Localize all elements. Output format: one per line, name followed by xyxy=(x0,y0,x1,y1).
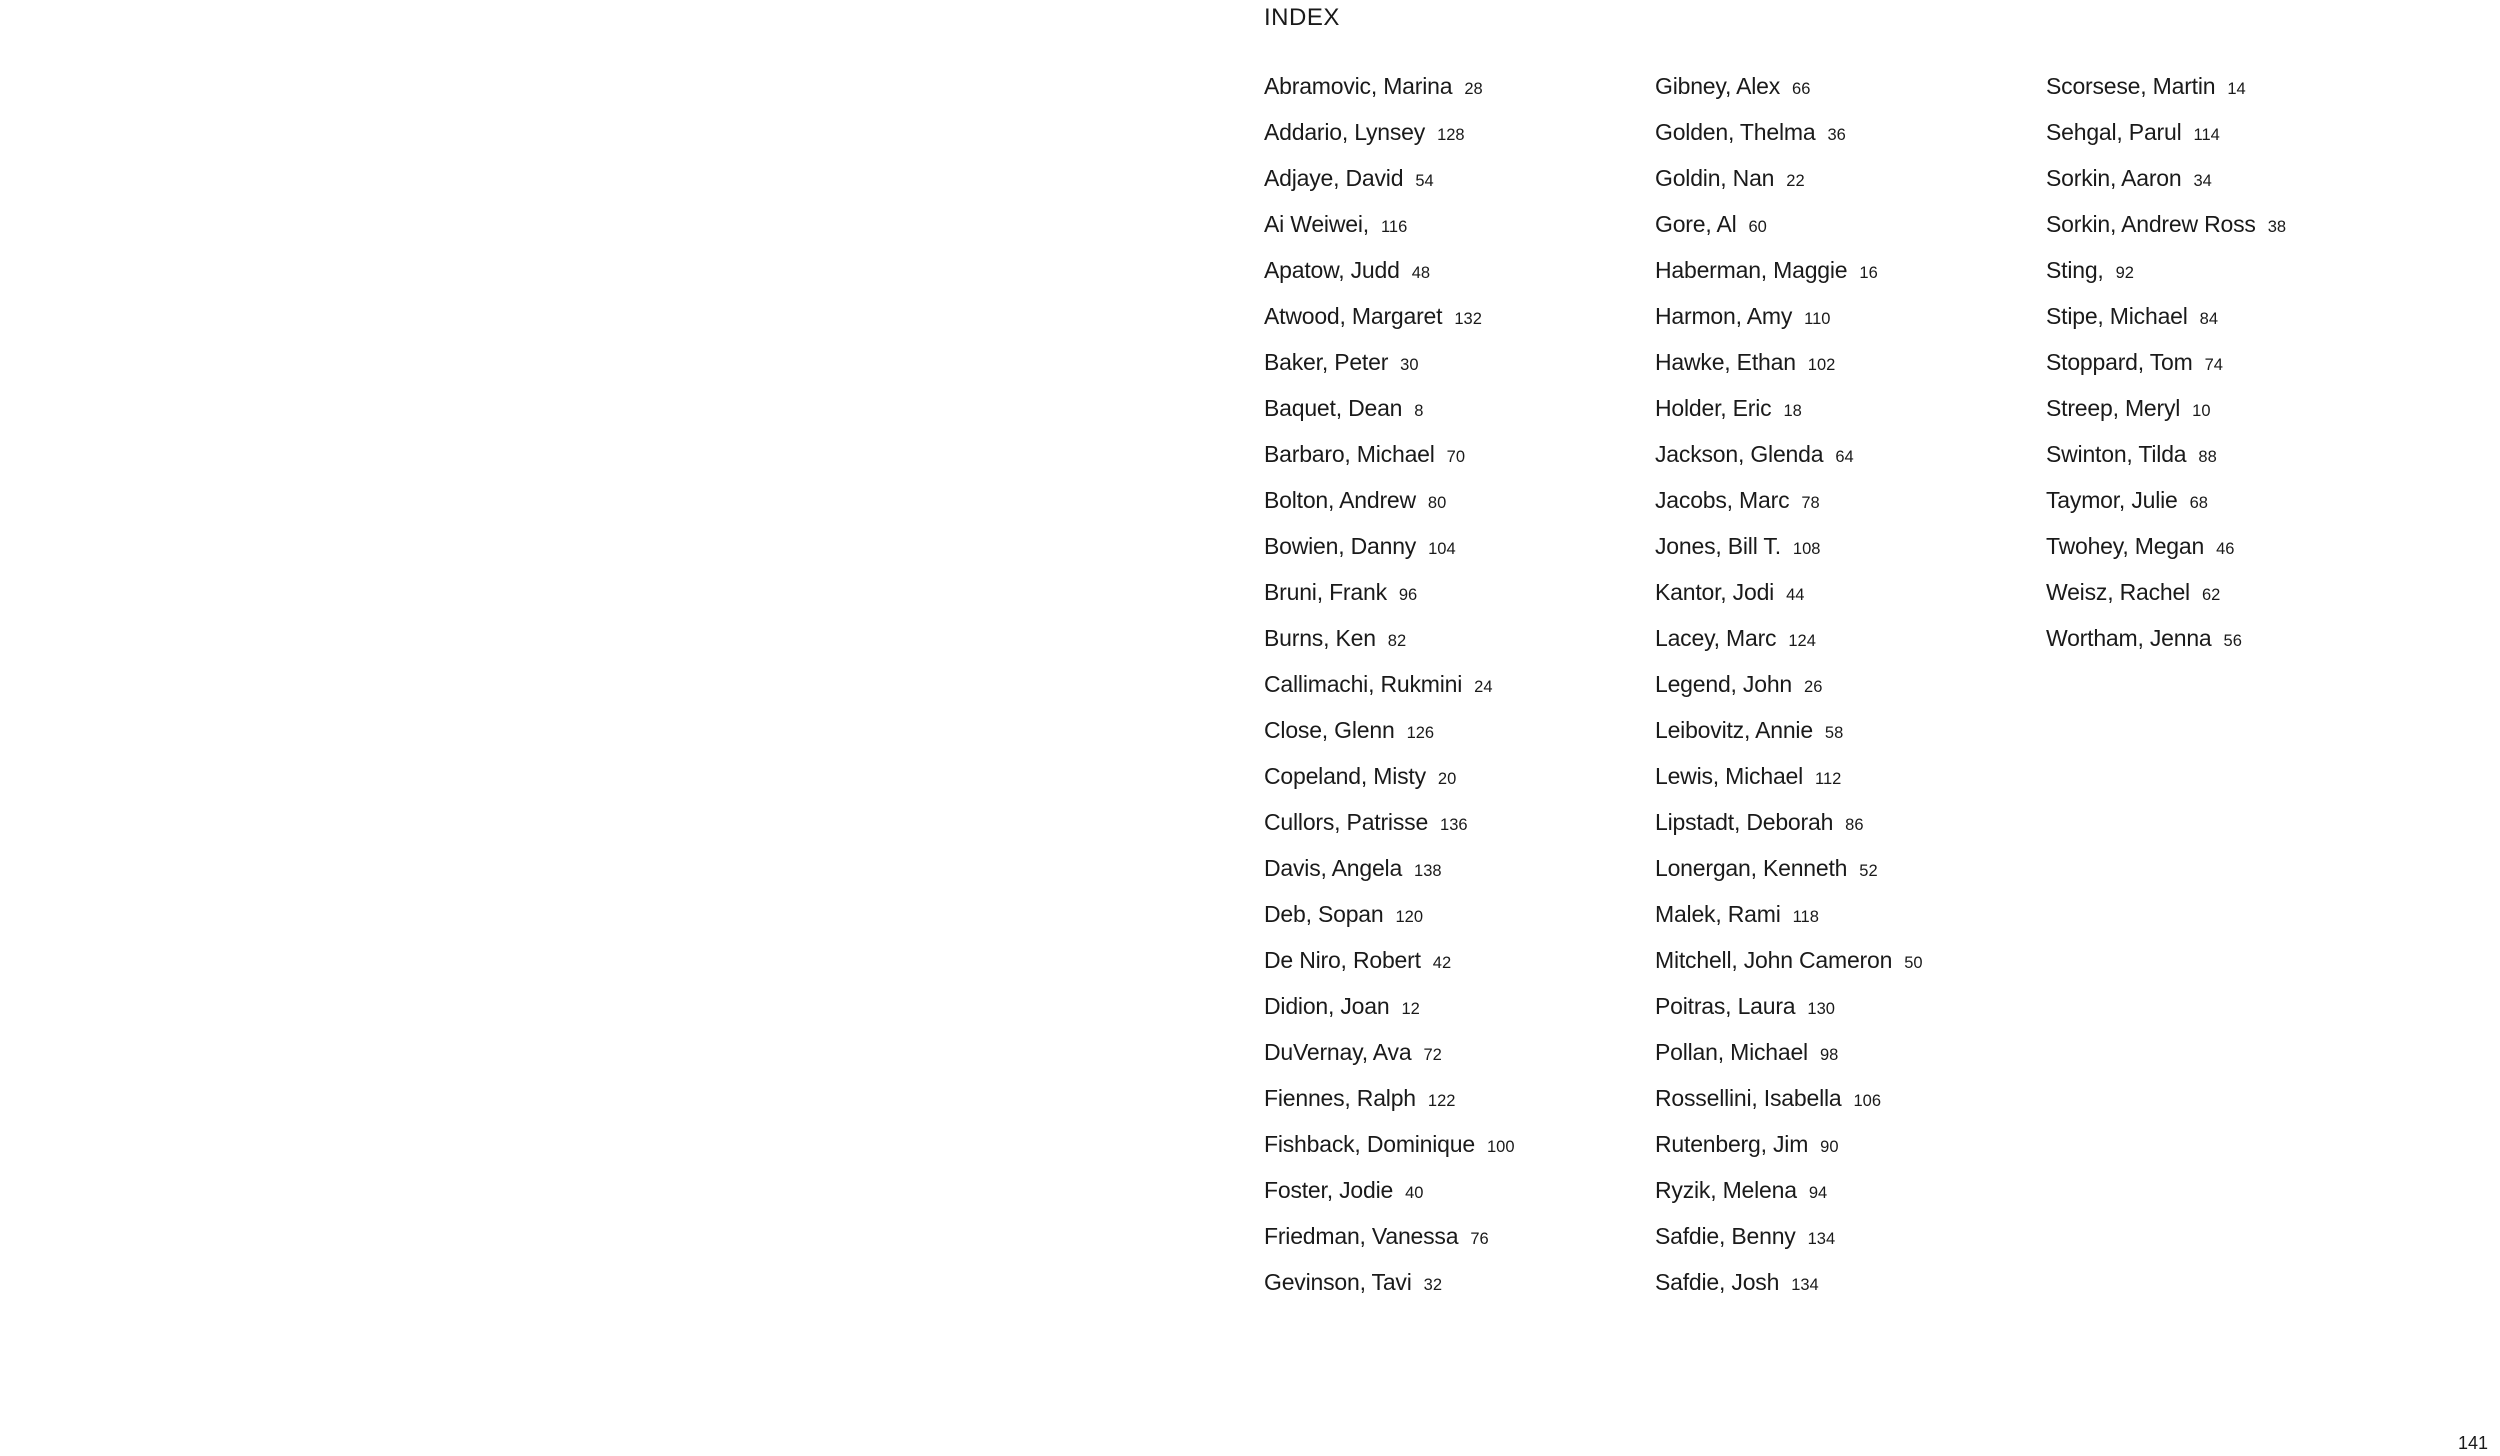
index-entry xyxy=(1264,806,1515,852)
index-entry-name: Goldin, Nan xyxy=(1655,165,1775,191)
index-entry xyxy=(2046,576,2286,622)
index-entry xyxy=(2046,116,2286,162)
index-entry-name: Weisz, Rachel xyxy=(2046,579,2190,605)
index-entry-name: Jacobs, Marc xyxy=(1655,487,1790,513)
index-entry xyxy=(1264,1174,1515,1220)
index-entry-name: Baquet, Dean xyxy=(1264,395,1403,421)
index-entry-name: Lonergan, Kenneth xyxy=(1655,855,1848,881)
index-entry xyxy=(1655,806,1923,852)
index-entry-page: 74 xyxy=(2204,356,2223,374)
index-entry-name: Burns, Ken xyxy=(1264,625,1376,651)
index-entry-name: Stoppard, Tom xyxy=(2046,349,2193,375)
index-entry-name: Jones, Bill T. xyxy=(1655,533,1781,559)
index-entry-name: Rossellini, Isabella xyxy=(1655,1085,1842,1111)
index-entry-page: 46 xyxy=(2216,540,2235,558)
index-entry-page: 120 xyxy=(1395,908,1424,926)
index-entry-name: Safdie, Josh xyxy=(1655,1269,1780,1295)
index-entry-page: 34 xyxy=(2193,172,2212,190)
index-entry-name: Cullors, Patrisse xyxy=(1264,809,1429,835)
index-entry-page: 18 xyxy=(1783,402,1802,420)
index-entry-page: 38 xyxy=(2267,218,2287,236)
index-entry-name: Fiennes, Ralph xyxy=(1264,1085,1416,1111)
index-entry xyxy=(1264,1036,1515,1082)
page-number: 141 xyxy=(2457,1433,2488,1453)
index-entry-page: 66 xyxy=(1792,80,1811,98)
index-entry-page: 114 xyxy=(2193,126,2220,144)
index-entry xyxy=(2046,300,2286,346)
index-entry-page: 42 xyxy=(1432,954,1452,972)
index-entry-page: 26 xyxy=(1804,678,1823,696)
index-entry xyxy=(1264,668,1515,714)
index-entry-name: Bruni, Frank xyxy=(1264,579,1387,605)
index-entry xyxy=(2046,254,2286,300)
index-entry xyxy=(1264,70,1515,116)
index-entry-name: Lacey, Marc xyxy=(1655,625,1777,651)
index-entry-name: Pollan, Michael xyxy=(1655,1039,1808,1065)
index-entry xyxy=(1655,1266,1923,1312)
index-entry-page: 84 xyxy=(2199,310,2219,328)
index-entry-name: Legend, John xyxy=(1655,671,1793,697)
index-entry-page: 68 xyxy=(2189,494,2208,512)
index-entry-page: 128 xyxy=(1437,126,1465,144)
index-entry-page: 50 xyxy=(1904,954,1923,972)
index-entry-page: 118 xyxy=(1792,908,1819,926)
index-entry-name: Addario, Lynsey xyxy=(1264,119,1426,145)
index-entry-name: Ryzik, Melena xyxy=(1655,1177,1797,1203)
index-entry-name: Kantor, Jodi xyxy=(1655,579,1775,605)
index-entry xyxy=(2046,208,2286,254)
index-entry-name: Didion, Joan xyxy=(1264,993,1390,1019)
index-entry-name: Apatow, Judd xyxy=(1264,257,1400,283)
index-entry-name: Atwood, Margaret xyxy=(1264,303,1443,329)
index-entry-page: 136 xyxy=(1440,816,1468,834)
index-entry-page: 112 xyxy=(1815,770,1842,788)
index-entry-name: Mitchell, John Cameron xyxy=(1655,947,1893,973)
index-entry-name: Leibovitz, Annie xyxy=(1655,717,1813,743)
index-entry-name: Ai Weiwei, xyxy=(1264,211,1369,237)
index-entry xyxy=(1655,208,1923,254)
index-entry xyxy=(1655,346,1923,392)
index-entry-name: Fishback, Dominique xyxy=(1264,1131,1475,1157)
index-entry xyxy=(1264,300,1515,346)
index-entry-page: 102 xyxy=(1807,356,1836,374)
index-entry xyxy=(1264,1220,1515,1266)
index-entry xyxy=(1264,898,1515,944)
index-entry-page: 92 xyxy=(2115,264,2134,282)
index-entry-page: 130 xyxy=(1807,1000,1835,1018)
index-entry xyxy=(1655,714,1923,760)
index-entry-name: Golden, Thelma xyxy=(1655,119,1816,145)
index-entry-page: 134 xyxy=(1791,1276,1819,1294)
index-entry xyxy=(2046,622,2286,668)
index-entry-page: 52 xyxy=(1859,862,1878,880)
index-entry xyxy=(1655,1036,1923,1082)
index-entry xyxy=(1655,760,1923,806)
index-entry-name: Callimachi, Rukmini xyxy=(1264,671,1463,697)
index-entry-page: 40 xyxy=(1405,1184,1424,1202)
index-entry-page: 20 xyxy=(1437,770,1457,788)
index-entry-name: Swinton, Tilda xyxy=(2046,441,2187,467)
index-entry-page: 54 xyxy=(1415,172,1434,190)
index-entry-page: 80 xyxy=(1427,494,1447,512)
index-entry xyxy=(1264,622,1515,668)
index-entry-page: 122 xyxy=(1427,1092,1456,1110)
index-entry-name: Gibney, Alex xyxy=(1655,73,1781,99)
index-entry-page: 108 xyxy=(1792,540,1821,558)
index-entry xyxy=(1655,116,1923,162)
index-entry-name: Holder, Eric xyxy=(1655,395,1772,421)
index-entry-name: Foster, Jodie xyxy=(1264,1177,1394,1203)
index-entry-page: 24 xyxy=(1474,678,1493,696)
index-entry-name: Lipstadt, Deborah xyxy=(1655,809,1834,835)
index-column-3 xyxy=(2046,70,2286,668)
index-entry xyxy=(1655,254,1923,300)
index-entry xyxy=(1264,116,1515,162)
index-entry-page: 100 xyxy=(1486,1138,1515,1156)
index-entry-page: 56 xyxy=(2223,632,2242,650)
index-entry-name: Gore, Al xyxy=(1655,211,1737,237)
index-entry-name: Bowien, Danny xyxy=(1264,533,1417,559)
index-entry xyxy=(1264,714,1515,760)
index-entry xyxy=(1264,990,1515,1036)
index-entry-name: Bolton, Andrew xyxy=(1264,487,1416,513)
index-entry xyxy=(1264,1128,1515,1174)
index-entry-page: 44 xyxy=(1786,586,1805,604)
index-entry xyxy=(1264,1082,1515,1128)
index-column-1 xyxy=(1264,70,1515,1312)
index-entry xyxy=(1655,852,1923,898)
index-entry xyxy=(1655,530,1923,576)
index-entry xyxy=(1264,530,1515,576)
index-entry-page: 32 xyxy=(1423,1276,1442,1294)
index-entry xyxy=(2046,530,2286,576)
index-column-2 xyxy=(1655,70,1923,1312)
index-entry-name: Copeland, Misty xyxy=(1264,763,1426,789)
index-entry-page: 36 xyxy=(1827,126,1846,144)
index-entry-name: Gevinson, Tavi xyxy=(1264,1269,1412,1295)
index-entry-page: 106 xyxy=(1853,1092,1882,1110)
index-entry xyxy=(1655,668,1923,714)
index-entry-page: 104 xyxy=(1428,540,1456,558)
index-entry xyxy=(1264,162,1515,208)
index-entry-page: 70 xyxy=(1446,448,1466,466)
index-entry-page: 14 xyxy=(2227,80,2246,98)
index-entry-name: Barbaro, Michael xyxy=(1264,441,1435,467)
index-entry-name: Abramovic, Marina xyxy=(1264,73,1453,99)
index-entry-page: 98 xyxy=(1819,1046,1839,1064)
index-entry xyxy=(2046,346,2286,392)
index-entry-name: Stipe, Michael xyxy=(2046,303,2188,329)
index-entry-name: Streep, Meryl xyxy=(2046,395,2181,421)
index-entry-name: Sorkin, Aaron xyxy=(2046,165,2182,191)
index-entry xyxy=(2046,484,2286,530)
index-entry xyxy=(2046,162,2286,208)
index-entry xyxy=(1655,1128,1923,1174)
index-entry xyxy=(1655,1082,1923,1128)
index-entry-page: 132 xyxy=(1454,310,1482,328)
index-entry-page: 90 xyxy=(1820,1138,1839,1156)
index-entry-page: 116 xyxy=(1380,218,1408,236)
index-entry xyxy=(1264,484,1515,530)
index-entry xyxy=(1655,438,1923,484)
index-entry xyxy=(2046,438,2286,484)
index-entry-name: Friedman, Vanessa xyxy=(1264,1223,1459,1249)
index-entry xyxy=(1655,70,1923,116)
index-entry xyxy=(2046,392,2286,438)
index-entry xyxy=(1655,622,1923,668)
index-entry-page: 30 xyxy=(1400,356,1419,374)
index-entry-name: Deb, Sopan xyxy=(1264,901,1384,927)
index-entry-page: 82 xyxy=(1387,632,1407,650)
index-entry-page: 60 xyxy=(1748,218,1767,236)
index-entry-name: Malek, Rami xyxy=(1655,901,1781,927)
index-entry-page: 10 xyxy=(2192,402,2211,420)
index-entry-page: 94 xyxy=(1808,1184,1828,1202)
index-entry-name: Sehgal, Parul xyxy=(2046,119,2182,145)
index-entry-name: Safdie, Benny xyxy=(1655,1223,1796,1249)
index-entry xyxy=(1655,300,1923,346)
index-entry-name: Harmon, Amy xyxy=(1655,303,1793,329)
index-entry xyxy=(2046,70,2286,116)
index-entry-page: 16 xyxy=(1859,264,1878,282)
index-entry-page: 110 xyxy=(1804,310,1831,328)
index-entry-name: Sting, xyxy=(2046,257,2104,283)
index-entry xyxy=(1264,208,1515,254)
index-entry-name: Twohey, Megan xyxy=(2046,533,2205,559)
index-entry-name: Sorkin, Andrew Ross xyxy=(2046,211,2256,237)
index-entry-name: Davis, Angela xyxy=(1264,855,1403,881)
index-entry xyxy=(1655,990,1923,1036)
index-entry xyxy=(1655,484,1923,530)
index-entry-page: 86 xyxy=(1845,816,1864,834)
index-entry xyxy=(1264,1266,1515,1312)
index-entry xyxy=(1655,162,1923,208)
index-entry xyxy=(1655,576,1923,622)
index-entry-name: Haberman, Maggie xyxy=(1655,257,1848,283)
index-entry xyxy=(1264,438,1515,484)
index-heading: INDEX xyxy=(1264,4,1340,31)
index-entry-page: 76 xyxy=(1470,1230,1489,1248)
index-entry-name: Taymor, Julie xyxy=(2046,487,2178,513)
index-entry xyxy=(1264,852,1515,898)
index-entry xyxy=(1655,944,1923,990)
index-entry xyxy=(1264,392,1515,438)
index-entry-name: Wortham, Jenna xyxy=(2046,625,2212,651)
index-entry-page: 88 xyxy=(2198,448,2217,466)
index-entry-page: 138 xyxy=(1414,862,1442,880)
index-entry-name: De Niro, Robert xyxy=(1264,947,1421,973)
index-entry-page: 48 xyxy=(1411,264,1431,282)
index-entry-name: Adjaye, David xyxy=(1264,165,1404,191)
index-entry-name: Poitras, Laura xyxy=(1655,993,1796,1019)
index-entry-page: 12 xyxy=(1401,1000,1420,1018)
index-entry-page: 28 xyxy=(1464,80,1483,98)
index-entry-name: Close, Glenn xyxy=(1264,717,1395,743)
index-entry xyxy=(1655,898,1923,944)
index-entry-page: 22 xyxy=(1786,172,1805,190)
index-entry-page: 126 xyxy=(1406,724,1435,742)
index-entry xyxy=(1264,346,1515,392)
index-entry-name: Rutenberg, Jim xyxy=(1655,1131,1809,1157)
index-entry xyxy=(1264,576,1515,622)
index-entry xyxy=(1655,1220,1923,1266)
index-entry-page: 64 xyxy=(1835,448,1854,466)
index-entry-name: Hawke, Ethan xyxy=(1655,349,1796,375)
index-entry-page: 58 xyxy=(1824,724,1844,742)
index-entry-name: Jackson, Glenda xyxy=(1655,441,1824,467)
index-entry xyxy=(1264,760,1515,806)
index-entry-page: 134 xyxy=(1807,1230,1836,1248)
index-entry xyxy=(1655,392,1923,438)
index-entry-page: 8 xyxy=(1414,402,1424,420)
index-entry-page: 78 xyxy=(1801,494,1820,512)
index-entry xyxy=(1655,1174,1923,1220)
index-entry xyxy=(1264,254,1515,300)
index-entry-name: Baker, Peter xyxy=(1264,349,1389,375)
index-entry-name: DuVernay, Ava xyxy=(1264,1039,1412,1065)
index-entry xyxy=(1264,944,1515,990)
index-entry-page: 72 xyxy=(1423,1046,1442,1064)
index-entry-name: Scorsese, Martin xyxy=(2046,73,2216,99)
index-entry-page: 124 xyxy=(1788,632,1816,650)
index-entry-page: 62 xyxy=(2201,586,2221,604)
index-entry-page: 96 xyxy=(1398,586,1418,604)
index-entry-name: Lewis, Michael xyxy=(1655,763,1804,789)
